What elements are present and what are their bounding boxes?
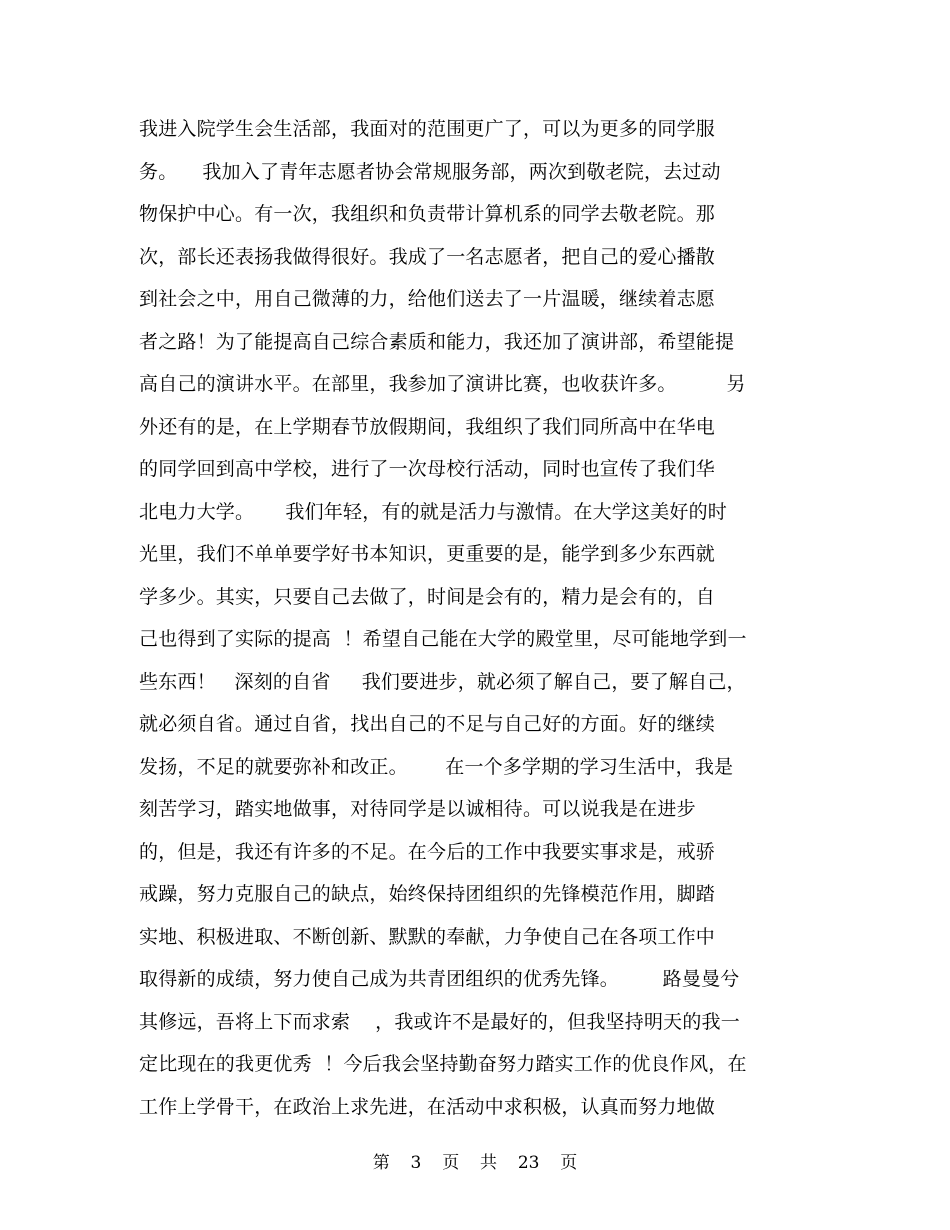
body-text	[139, 110, 819, 1130]
text-line: 取得新的成绩，努力使自己成为共青团组织的优秀先锋。 路曼曼兮	[139, 968, 740, 990]
text-line: 己也得到了实际的提高 ！希望自己能在大学的殿堂里，尽可能地学到一	[139, 628, 747, 650]
text-line: 的同学回到高中学校，进行了一次母校行活动，同时也宣传了我们华	[139, 458, 716, 480]
text-line: 发扬，不足的就要弥补和改正。 在一个多学期的学习生活中，我是	[139, 755, 734, 778]
text-line: 高自己的演讲水平。在部里，我参加了演讲比赛，也收获许多。 另	[139, 373, 746, 395]
text-line: 外还有的是，在上学期春节放假期间，我组织了我们同所高中在华电	[139, 415, 716, 438]
page-footer	[0, 1150, 950, 1176]
text-line: 的，但是，我还有许多的不足。在今后的工作中我要实事求是，戒骄	[139, 840, 716, 863]
text-line: 工作上学骨干，在政治上求先进，在活动中求积极，认真而努力地做	[139, 1095, 716, 1118]
total-pages-number: 23	[517, 1153, 540, 1173]
text-line: 者之路！为了能提高自己综合素质和能力，我还加了演讲部，希望能提	[139, 330, 735, 353]
text-line: 次，部长还表扬我做得很好。我成了一名志愿者，把自己的爱心播散	[139, 245, 716, 268]
text-line: 北电力大学。 我们年轻，有的就是活力与激情。在大学这美好的时	[139, 500, 727, 523]
footer-ye: 页	[442, 1153, 460, 1173]
text-line: 刻苦学习，踏实地做事，对待同学是以诚相待。可以说我是在进步	[139, 798, 696, 820]
text-line: 学多少。其实，只要自己去做了，时间是会有的，精力是会有的，自	[139, 585, 716, 608]
footer-gong: 共	[480, 1153, 497, 1173]
text-line: 务。 我加入了青年志愿者协会常规服务部，两次到敬老院，去过动	[139, 160, 721, 183]
text-line: 光里，我们不单单要学好书本知识，更重要的是，能学到多少东西就	[139, 543, 716, 565]
text-line: 些东西！ 深刻的自省 我们要进步，就必须了解自己，要了解自己，	[139, 670, 746, 693]
text-line: 其修远，吾将上下而求索 ，我或许不是最好的，但我坚持明天的我一	[139, 1010, 740, 1033]
text-line: 就必须自省。通过自省，找出自己的不足与自己好的方面。好的继续	[139, 713, 716, 735]
text-line: 戒躁，努力克服自己的缺点，始终保持团组织的先锋模范作用，脚踏	[139, 883, 716, 905]
text-line: 实地、积极进取、不断创新、默默的奉献，力争使自己在各项工作中	[139, 925, 716, 948]
footer-ye: 页	[560, 1153, 578, 1173]
footer-di: 第	[372, 1153, 390, 1173]
current-page-number: 3	[410, 1153, 422, 1173]
text-line: 到社会之中，用自己微薄的力，给他们送去了一片温暖，继续着志愿	[139, 288, 716, 310]
text-line: 我进入院学生会生活部，我面对的范围更广了，可以为更多的同学服	[139, 118, 716, 140]
text-line: 物保护中心。有一次，我组织和负责带计算机系的同学去敬老院。那	[139, 203, 716, 225]
text-line: 定比现在的我更优秀 ！今后我会坚持勤奋努力踏实工作的优良作风，在	[139, 1053, 747, 1075]
